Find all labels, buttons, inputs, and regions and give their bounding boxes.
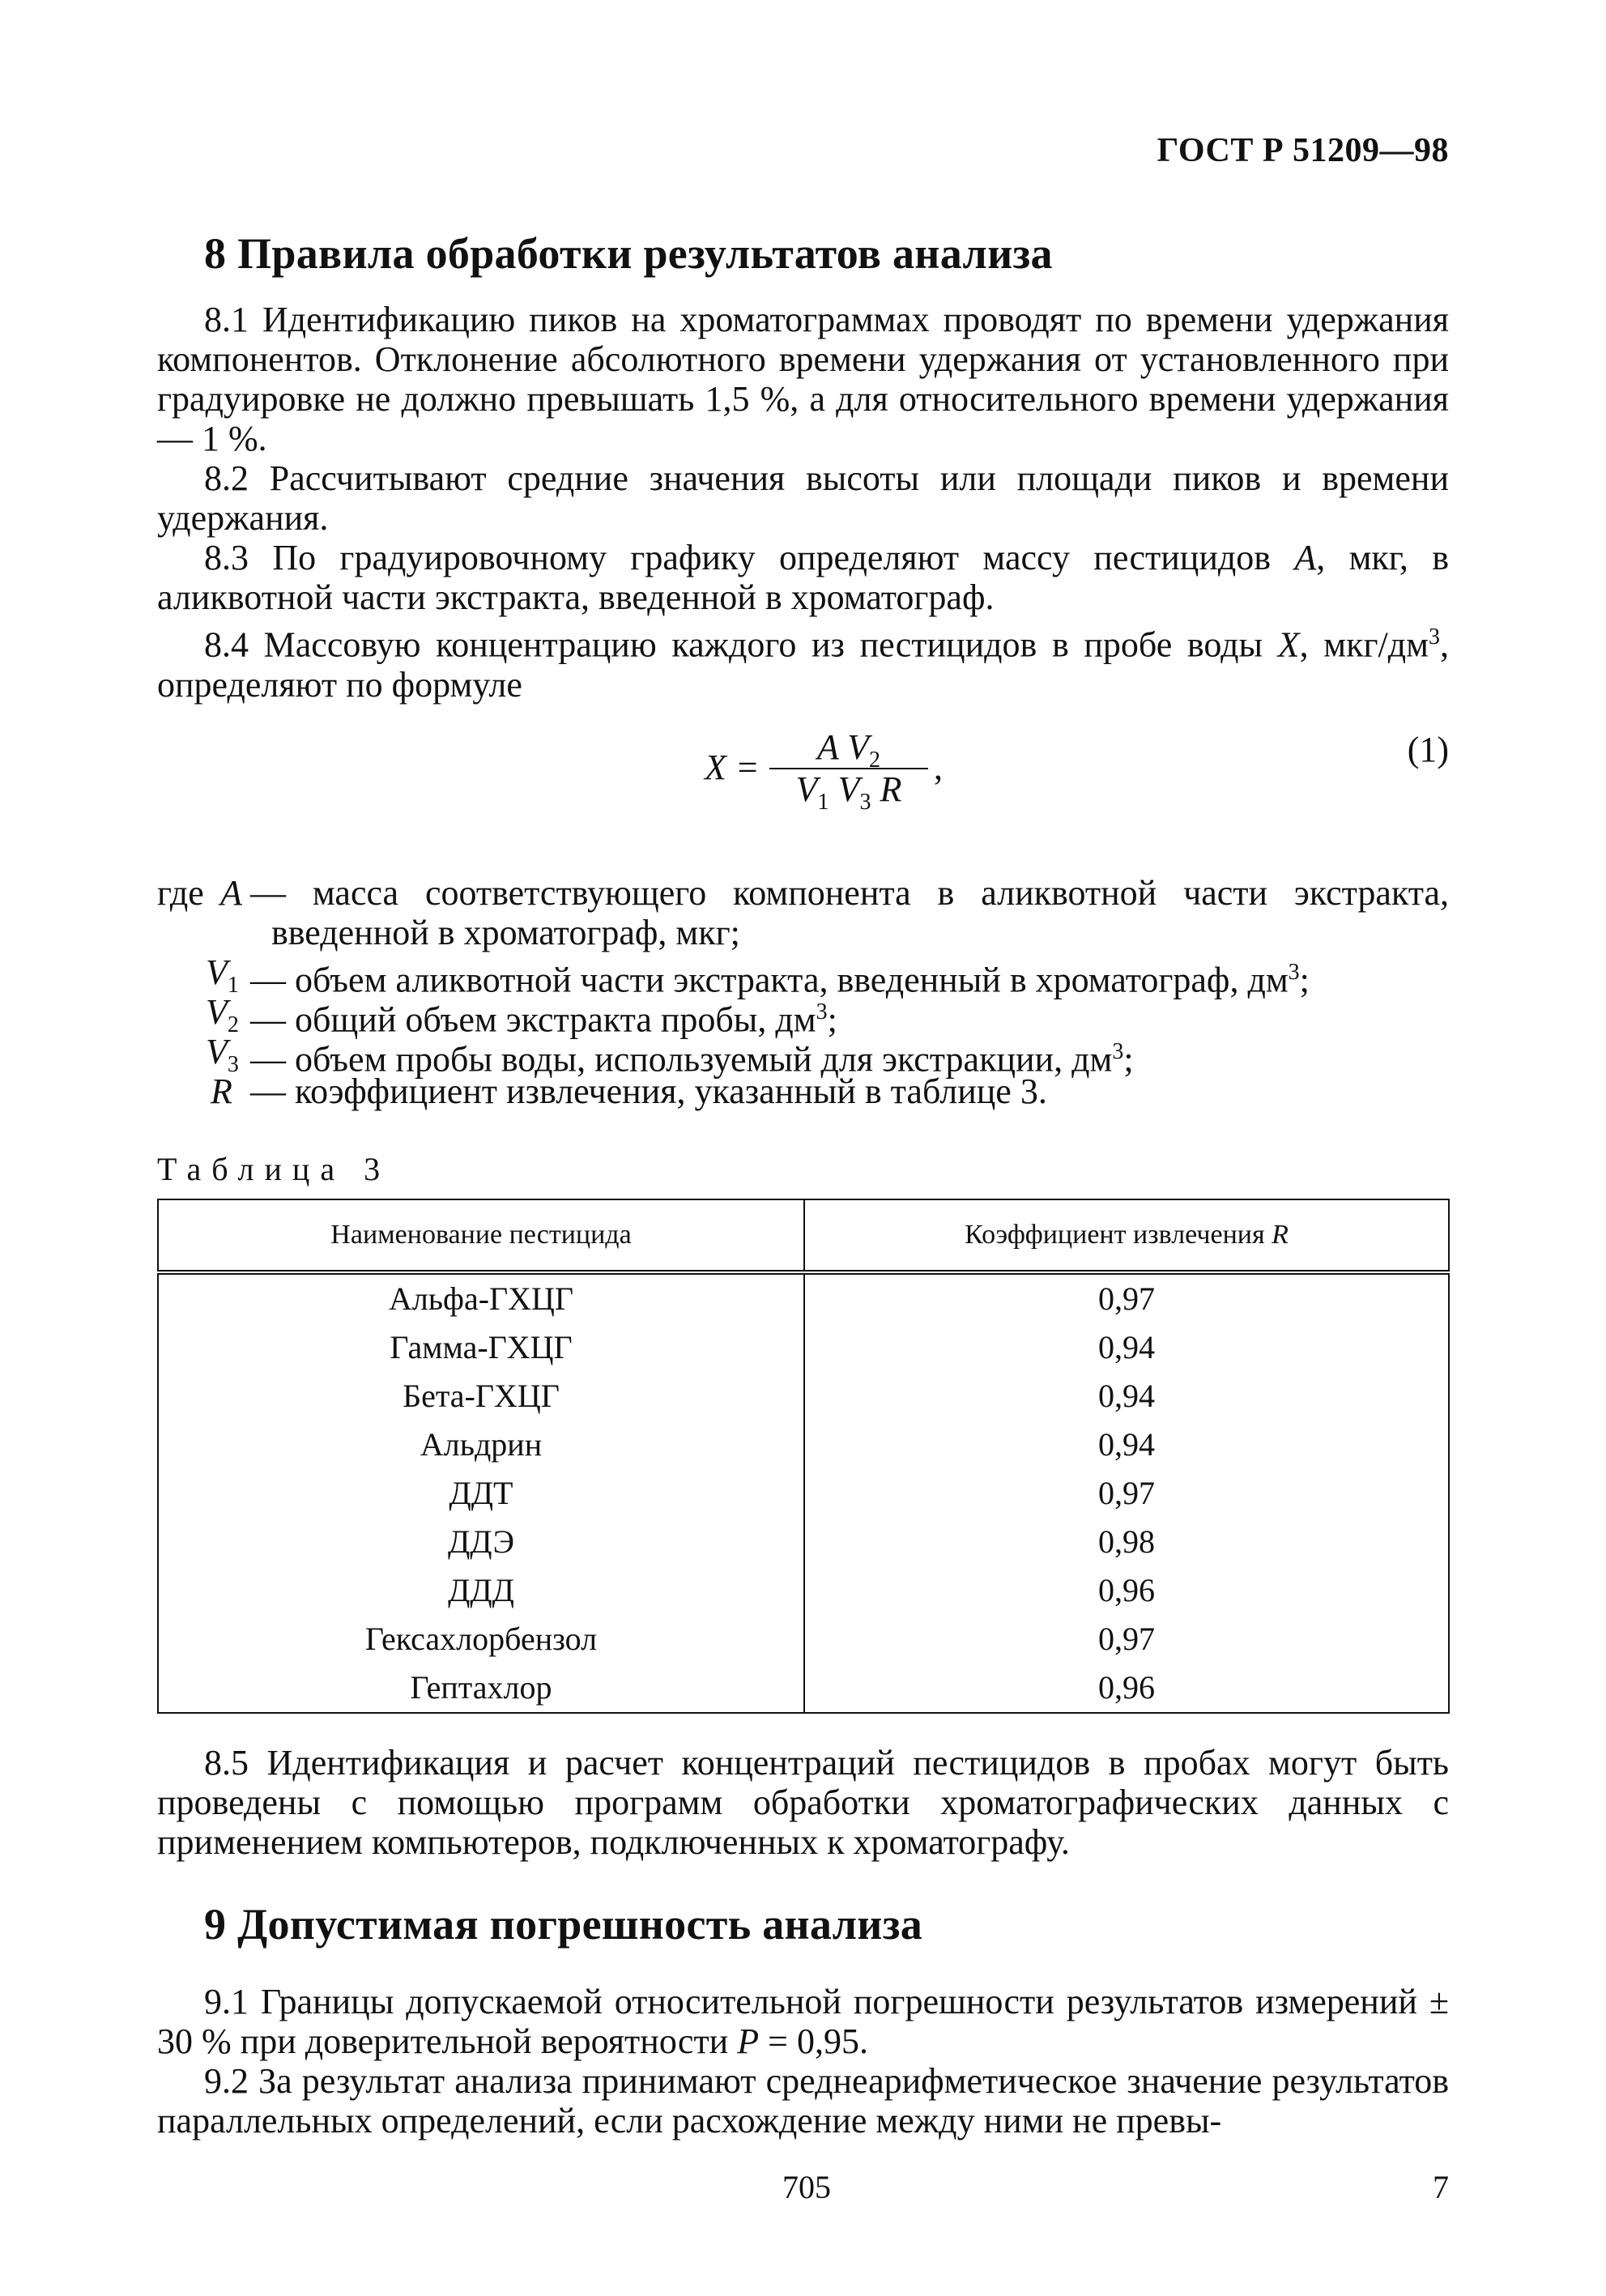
legend-item-r: R — коэффициент извлечения, указанный в таблице 3. (211, 1071, 1047, 1111)
paragraph-8-4: 8.4 Массовую концентрацию каждого из пестицидов в пробе воды X, мкг/$дм^3$, определяют по формуле (157, 624, 1449, 705)
formula-fraction (769, 727, 928, 815)
legend-item-v1: $V_1$ — объем аликвотной части экстракта, введенный в хроматограф, $дм^3$; (206, 952, 1310, 1000)
pesticide-name-cell: Гамма-ГХЦГ (158, 1323, 804, 1372)
paragraph-8-1: 8.1 Идентификацию пиков на хроматограммах проводят по времени удержания компонентов. Отклонение абсолютного времени удержания от установленного при градуировке не должно превышать 1,5 %, а для относительного времени удержания — 1 %. (157, 300, 1449, 458)
pesticide-name-cell: ДДТ (158, 1469, 804, 1518)
table-row (158, 1421, 1449, 1469)
equation-number: (1) (1407, 730, 1449, 769)
page-number-right: 7 (1433, 2169, 1449, 2205)
legend-item-v2: $V_2$ — общий объем экстракта пробы, $дм^3$; (206, 992, 837, 1040)
table-label: Таблица 3 (157, 1151, 391, 1187)
pesticide-name-cell: Гексахлорбензол (158, 1615, 804, 1663)
coefficient-cell: 0,96 (804, 1663, 1449, 1713)
table-row (158, 1566, 1449, 1615)
formula-lhs: X = (705, 748, 760, 787)
table-row (158, 1272, 1449, 1323)
pesticide-name-cell: Бета-ГХЦГ (158, 1372, 804, 1421)
formula-comma: , (934, 748, 943, 787)
recovery-coefficient-table (157, 1199, 1450, 1714)
coefficient-cell: 0,98 (804, 1518, 1449, 1566)
paragraph-8-5: 8.5 Идентификация и расчет концентраций пестицидов в пробах могут быть проведены с помощью программ обработки хроматографических данных с применением компьютеров, подключенных к хроматографу. (157, 1743, 1449, 1862)
table-row (158, 1663, 1449, 1713)
legend-item-a: где A — масса соответствующего компонента в аликвотной части экстракта, (157, 873, 1449, 913)
column-header-coefficient: Коэффициент извлечения R (804, 1199, 1449, 1272)
pesticide-name-cell: Альдрин (158, 1421, 804, 1469)
coefficient-cell: 0,97 (804, 1272, 1449, 1323)
formula-denominator: $V_1$ $V_3$ R (795, 769, 902, 815)
paragraph-9-2: 9.2 За результат анализа принимают среднеарифметическое значение результатов параллельных определений, если расхождение между ними не превы- (157, 2061, 1449, 2141)
table-row (158, 1323, 1449, 1372)
coefficient-cell: 0,94 (804, 1372, 1449, 1421)
section-8-5 (157, 1743, 1449, 1862)
pesticide-name-cell: ДДД (158, 1566, 804, 1615)
formula-legend (157, 873, 1449, 1111)
page-number-center: 705 (782, 2169, 831, 2205)
legend-item-a-continued: введенной в хроматограф, мкг; (271, 913, 740, 952)
formula-numerator: A $V_2$ (817, 727, 880, 773)
paragraph-9-1: 9.1 Границы допускаемой относительной погрешности результатов измерений ± 30 % при доверительной вероятности P = 0,95. (157, 1982, 1449, 2061)
pesticide-name-cell: ДДЭ (158, 1518, 804, 1566)
column-header-pesticide: Наименование пестицида (158, 1199, 804, 1272)
coefficient-cell: 0,94 (804, 1421, 1449, 1469)
coefficient-cell: 0,97 (804, 1615, 1449, 1663)
pesticide-name-cell: Гептахлор (158, 1663, 804, 1713)
formula-1 (705, 729, 948, 818)
table-row (158, 1469, 1449, 1518)
paragraph-8-2: 8.2 Рассчитывают средние значения высоты или площади пиков и времени удержания. (157, 458, 1449, 538)
document-code: ГОСТ Р 51209—98 (1157, 132, 1449, 169)
coefficient-cell: 0,94 (804, 1323, 1449, 1372)
section-8-title: 8 Правила обработки результатов анализа (204, 229, 1053, 278)
pesticide-name-cell: Альфа-ГХЦГ (158, 1272, 804, 1323)
coefficient-cell: 0,96 (804, 1566, 1449, 1615)
table-row (158, 1372, 1449, 1421)
coefficient-cell: 0,97 (804, 1469, 1449, 1518)
legend-item-v3: $V_3$ — объем пробы воды, используемый для экстракции, $дм^3$; (206, 1032, 1134, 1080)
section-9-title: 9 Допустимая погрешность анализа (204, 1900, 923, 1949)
table-row (158, 1615, 1449, 1663)
section-8-paragraphs (157, 300, 1449, 705)
table-row (158, 1518, 1449, 1566)
paragraph-8-3: 8.3 По градуировочному графику определяют массу пестицидов A, мкг, в аликвотной части экстракта, введенной в хроматограф. (157, 538, 1449, 617)
table-header-row (158, 1199, 1449, 1272)
section-9-paragraphs (157, 1982, 1449, 2141)
